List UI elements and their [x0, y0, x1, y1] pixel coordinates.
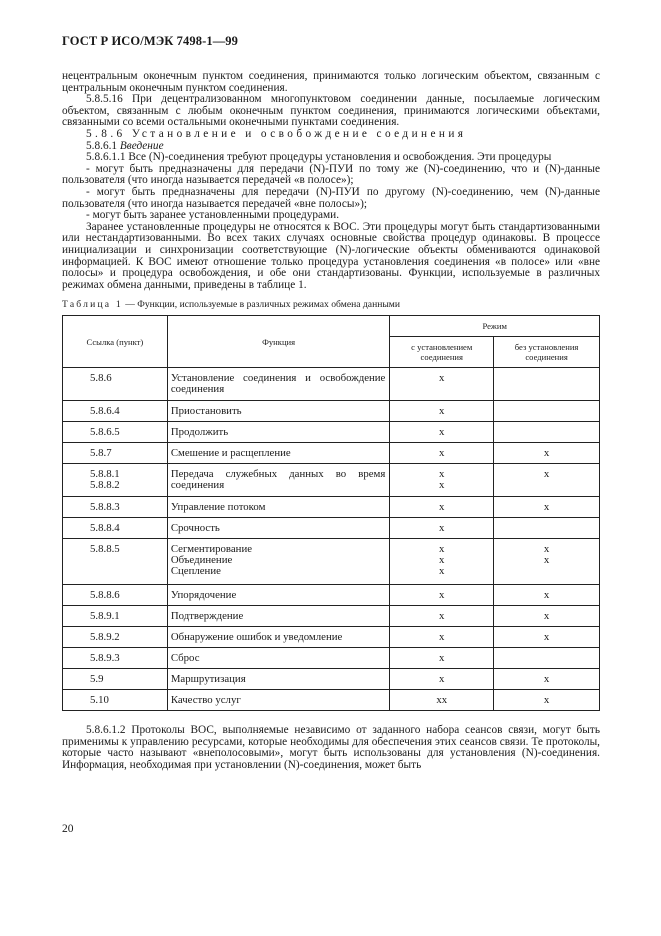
table-cell-ref: [63, 648, 168, 669]
cell-line: Передача служебных данных во время соединения: [170, 468, 386, 492]
cell-line: x: [543, 554, 550, 567]
table-cell-without: [494, 464, 600, 497]
table-cell-without: [494, 585, 600, 606]
table-cell-function: [167, 497, 390, 518]
cell-line: x: [439, 405, 445, 418]
table-cell-function: [167, 368, 390, 401]
table-cell-function: [167, 585, 390, 606]
table-caption: [62, 299, 600, 310]
page-number: 20: [62, 823, 74, 835]
table-cell-without: [494, 606, 600, 627]
cell-line: 5.8.9.2: [90, 631, 120, 644]
cell-line: x: [543, 610, 550, 623]
cell-line: Сегментирование: [170, 543, 253, 556]
cell-line: x: [439, 589, 445, 602]
cell-line: x: [543, 468, 550, 481]
table-cell-with: [390, 422, 494, 443]
cell-line: Срочность: [170, 522, 220, 535]
table-cell-without: [494, 518, 600, 539]
table-cell-ref: [63, 443, 168, 464]
cell-line: 5.8.6.4: [90, 405, 120, 418]
table-cell-function: [167, 606, 390, 627]
section-heading: 5.8.6 Установление и освобождение соединения: [86, 127, 467, 140]
cell-line: x: [543, 543, 550, 556]
cell-line: Маршрутизация: [170, 673, 246, 686]
table-row: [63, 690, 600, 711]
list-item: - могут быть заранее установленными процедурами.: [86, 209, 340, 222]
cell-line: Качество услуг: [170, 694, 241, 707]
table-cell-ref: [63, 669, 168, 690]
table-cell-ref: [63, 606, 168, 627]
cell-line: Продолжить: [170, 426, 229, 439]
table-cell-with: [390, 368, 494, 401]
cell-line: 5.8.8.6: [90, 589, 120, 602]
table-cell-ref: [63, 539, 168, 585]
cell-line: x: [439, 673, 445, 686]
cell-line: x: [439, 468, 445, 481]
table-row: [63, 422, 600, 443]
cell-line: x: [543, 631, 550, 644]
table-cell-without: [494, 422, 600, 443]
cell-line: 5.8.9.1: [90, 610, 120, 623]
table-cell-function: [167, 464, 390, 497]
cell-line: x: [439, 554, 445, 567]
cell-line: x: [543, 694, 550, 707]
table-cell-without: [494, 690, 600, 711]
table-caption-text: — Функции, используемые в различных режимах обмена данными: [122, 299, 400, 311]
table-cell-with: [390, 606, 494, 627]
header-with-connection: с установлением соединения: [390, 337, 494, 368]
header-mode: Режим: [390, 316, 600, 337]
table-cell-function: [167, 627, 390, 648]
table-row: [63, 648, 600, 669]
cell-line: Подтверждение: [170, 610, 244, 623]
cell-line: 5.9: [90, 673, 104, 686]
header-without-connection: без установления соединения: [494, 337, 600, 368]
table-cell-with: [390, 648, 494, 669]
table-cell-ref: [63, 497, 168, 518]
cell-line: Приостановить: [170, 405, 242, 418]
table-row: [63, 627, 600, 648]
paragraph: нецентральным оконечным пунктом соединения, принимаются только логическим объектом, связанным с центральным оконечным пунктом соединения.: [62, 70, 600, 94]
table-cell-function: [167, 690, 390, 711]
table-cell-function: [167, 422, 390, 443]
table-caption-label: Таблица 1: [62, 299, 123, 311]
subsection-title: Введение: [119, 139, 164, 152]
cell-line: 5.8.6.5: [90, 426, 120, 439]
cell-line: x: [439, 447, 445, 460]
table-cell-without: [494, 497, 600, 518]
cell-line: Смешение и расщепление: [170, 447, 291, 460]
cell-line: 5.8.8.5: [90, 543, 120, 556]
table-cell-with: [390, 539, 494, 585]
table-cell-function: [167, 401, 390, 422]
table-row: [63, 669, 600, 690]
cell-line: x: [543, 589, 550, 602]
table-cell-without: [494, 368, 600, 401]
cell-line: x: [439, 631, 445, 644]
table-cell-without: [494, 443, 600, 464]
functions-table: [62, 315, 600, 711]
table-cell-with: [390, 585, 494, 606]
paragraph: 5.8.5.16 При децентрализованном многопунктовом соединении данные, посылаемые логическим объектом, связанным с любым оконечным пунктом соединения, принимаются логическими объектами, связанными со всеми остальными оконечными пунктами соединения.: [62, 93, 600, 129]
table-row: [63, 443, 600, 464]
table-cell-with: [390, 669, 494, 690]
cell-line: x: [439, 565, 445, 578]
table-cell-without: [494, 401, 600, 422]
table-cell-ref: [63, 464, 168, 497]
table-cell-without: [494, 669, 600, 690]
cell-line: x: [543, 501, 550, 514]
table-row: [63, 585, 600, 606]
document-header: ГОСТ Р ИСО/МЭК 7498-1—99: [62, 34, 238, 48]
table-cell-ref: [63, 690, 168, 711]
cell-line: Обнаружение ошибок и уведомление: [170, 631, 343, 644]
table-cell-ref: [63, 585, 168, 606]
cell-line: x: [439, 479, 445, 492]
table-cell-with: [390, 690, 494, 711]
cell-line: Сцепление: [170, 565, 221, 578]
table-row: [63, 518, 600, 539]
table-row: [63, 464, 600, 497]
table-cell-without: [494, 539, 600, 585]
cell-line: Сброс: [170, 652, 200, 665]
list-item: - могут быть предназначены для передачи (N)-ПУИ по тому же (N)-соединению, что и (N)-данные пользователя (что иногда называется передачей «в полосе»);: [62, 162, 600, 187]
table-cell-function: [167, 669, 390, 690]
table-row: [63, 401, 600, 422]
paragraph: Заранее установленные процедуры не относятся к ВОС. Эти процедуры могут быть стандартизованными или нестандартизованными. Во всех таких случаях основные свойства процедур одинаковы. В процессе инициализации и синхронизации соответствующие (N)-логические объекты обмениваются одинаковой информацией. К ВОС имеют отношение только процедура установления соединения «в полосе» или «вне полосы» и процедура освобождения, и обе они стандартизованы. Функции, используемые в различных режимах обмена данными, приведены в таблице 1.: [62, 220, 600, 291]
table-cell-with: [390, 401, 494, 422]
table-cell-function: [167, 443, 390, 464]
table-cell-with: [390, 497, 494, 518]
table-cell-ref: [63, 368, 168, 401]
table-cell-ref: [63, 422, 168, 443]
document-page: [62, 34, 600, 772]
cell-line: 5.8.8.4: [90, 522, 120, 535]
cell-line: Установление соединения и освобождение соединения: [170, 372, 386, 396]
list-item: - могут быть предназначены для передачи (N)-ПУИ по другому (N)-соединению, чем (N)-данные пользователя (что иногда называется передачей «вне полосы»);: [62, 185, 600, 210]
table-cell-with: [390, 464, 494, 497]
cell-line: x: [439, 522, 445, 535]
cell-line: 5.10: [90, 694, 109, 707]
table-cell-ref: [63, 518, 168, 539]
cell-line: 5.8.8.1: [90, 468, 120, 481]
table-cell-with: [390, 518, 494, 539]
paragraph: 5.8.6.1.2 Протоколы ВОС, выполняемые независимо от заданного набора сеансов связи, могут быть применимы к управлению ресурсами, которые необходимы для обеспечения этих сеансов связи. Те протоколы, которые часто называют «внеполосовыми», могут быть использованы для установления (N)-соединения. Информация, необходимая при установлении (N)-соединения, может быть: [62, 724, 600, 772]
table-cell-with: [390, 627, 494, 648]
cell-line: Управление потоком: [170, 501, 266, 514]
cell-line: Объединение: [170, 554, 233, 567]
table-cell-without: [494, 648, 600, 669]
subsection-number: 5.8.6.1: [86, 139, 118, 152]
cell-line: x: [439, 372, 445, 385]
cell-line: x: [439, 543, 445, 556]
header-ref: Ссылка (пункт): [63, 316, 168, 368]
cell-line: 5.8.8.2: [90, 479, 120, 492]
table-cell-with: [390, 443, 494, 464]
table-row: [63, 368, 600, 401]
table-cell-without: [494, 627, 600, 648]
cell-line: Упорядочение: [170, 589, 237, 602]
table-cell-ref: [63, 627, 168, 648]
table-row: [63, 606, 600, 627]
paragraph: 5.8.6.1.1 Все (N)-соединения требуют процедуры установления и освобождения. Эти процедуры: [86, 151, 552, 164]
cell-line: 5.8.7: [90, 447, 112, 460]
cell-line: 5.8.8.3: [90, 501, 120, 514]
cell-line: x: [439, 652, 445, 665]
table-row: [63, 497, 600, 518]
cell-line: x: [543, 673, 550, 686]
cell-line: x: [439, 610, 445, 623]
cell-line: x: [439, 426, 445, 439]
table-cell-function: [167, 539, 390, 585]
cell-line: 5.8.9.3: [90, 652, 120, 665]
cell-line: x: [543, 447, 550, 460]
cell-line: xx: [436, 694, 448, 707]
cell-line: 5.8.6: [90, 372, 112, 385]
header-function: Функция: [167, 316, 390, 368]
cell-line: x: [439, 501, 445, 514]
table-row: [63, 539, 600, 585]
table-cell-function: [167, 648, 390, 669]
table-cell-ref: [63, 401, 168, 422]
table-cell-function: [167, 518, 390, 539]
